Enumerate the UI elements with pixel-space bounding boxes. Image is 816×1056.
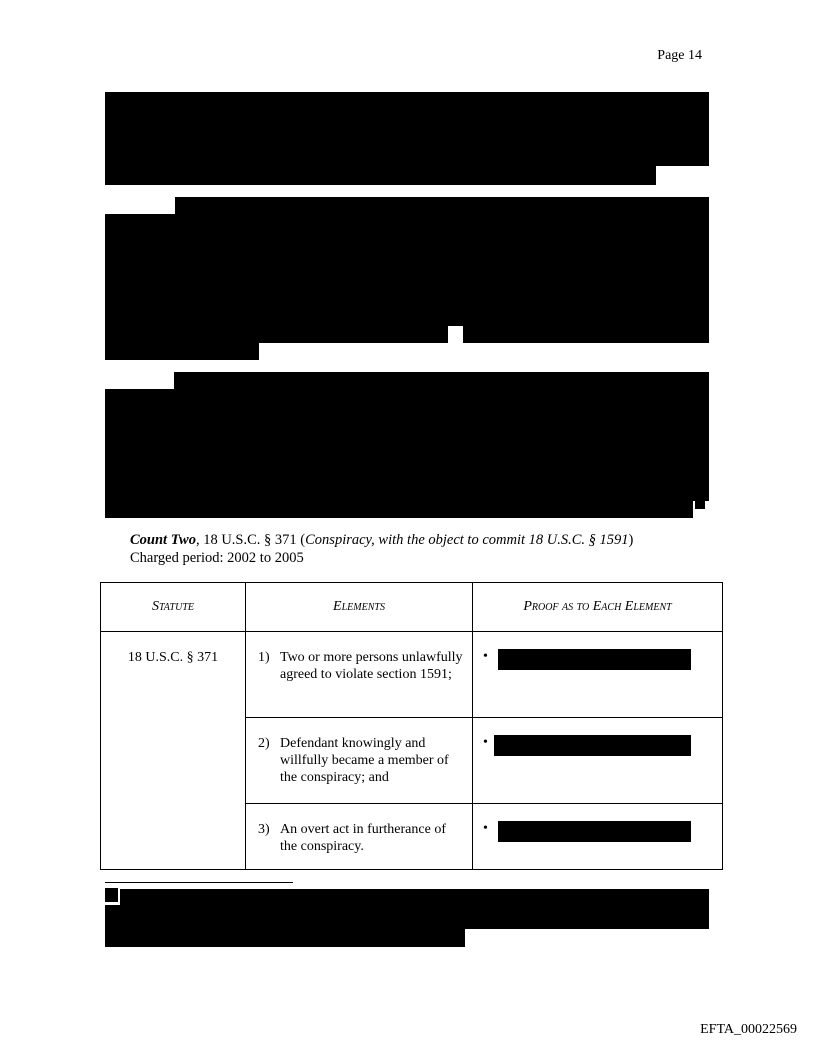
- statute-cell: 18 U.S.C. § 371: [101, 632, 246, 870]
- count-object: Conspiracy, with the object to commit 18 U.S.C. § 1591: [305, 532, 629, 548]
- element-number: 2): [258, 736, 270, 751]
- elements-table: [100, 582, 723, 870]
- redaction-bar: [105, 926, 465, 947]
- table-row: [101, 632, 723, 718]
- table-header-row: [101, 583, 723, 632]
- header-proof: Proof as to Each Element: [473, 583, 723, 632]
- redaction-bar: [120, 889, 709, 929]
- element-cell: [246, 718, 473, 804]
- bullet: •: [483, 649, 488, 664]
- proof-redaction: [498, 649, 691, 670]
- element-cell: [246, 804, 473, 870]
- redaction-bar: [695, 498, 705, 509]
- redaction-bar: [463, 324, 709, 343]
- redaction-bar: [105, 340, 259, 360]
- bullet: •: [483, 735, 488, 750]
- document-id: EFTA_00022569: [700, 1022, 797, 1037]
- redaction-bar: [105, 92, 709, 166]
- count-statute: , 18 U.S.C. § 371 (: [195, 532, 306, 548]
- redaction-bar: [105, 160, 656, 185]
- page-number: Page 14: [657, 48, 702, 63]
- charged-period: Charged period: 2002 to 2005: [130, 550, 304, 566]
- element-cell: [246, 632, 473, 718]
- element-text: Two or more persons unlawfully agreed to violate section 1591;: [280, 650, 463, 682]
- redaction-bar: [105, 389, 709, 501]
- proof-redaction: [498, 821, 691, 842]
- count-close-paren: ): [628, 532, 634, 548]
- redaction-bar: [105, 498, 693, 518]
- element-number: 3): [258, 822, 270, 837]
- count-heading: [130, 531, 633, 567]
- footnote-separator: [105, 882, 293, 883]
- proof-cell: [473, 804, 723, 870]
- redaction-bar: [105, 888, 118, 902]
- proof-cell: [473, 718, 723, 804]
- header-statute: Statute: [101, 583, 246, 632]
- element-number: 1): [258, 650, 270, 665]
- header-elements: Elements: [246, 583, 473, 632]
- element-text: An overt act in furtherance of the conspiracy.: [280, 822, 446, 854]
- element-text: Defendant knowingly and willfully became a member of the conspiracy; and: [280, 736, 449, 785]
- count-title: Count Two: [130, 532, 196, 548]
- proof-cell: [473, 632, 723, 718]
- count-title-line: [130, 531, 633, 549]
- proof-redaction: [494, 735, 691, 756]
- bullet: •: [483, 821, 488, 836]
- redaction-bar: [105, 214, 709, 326]
